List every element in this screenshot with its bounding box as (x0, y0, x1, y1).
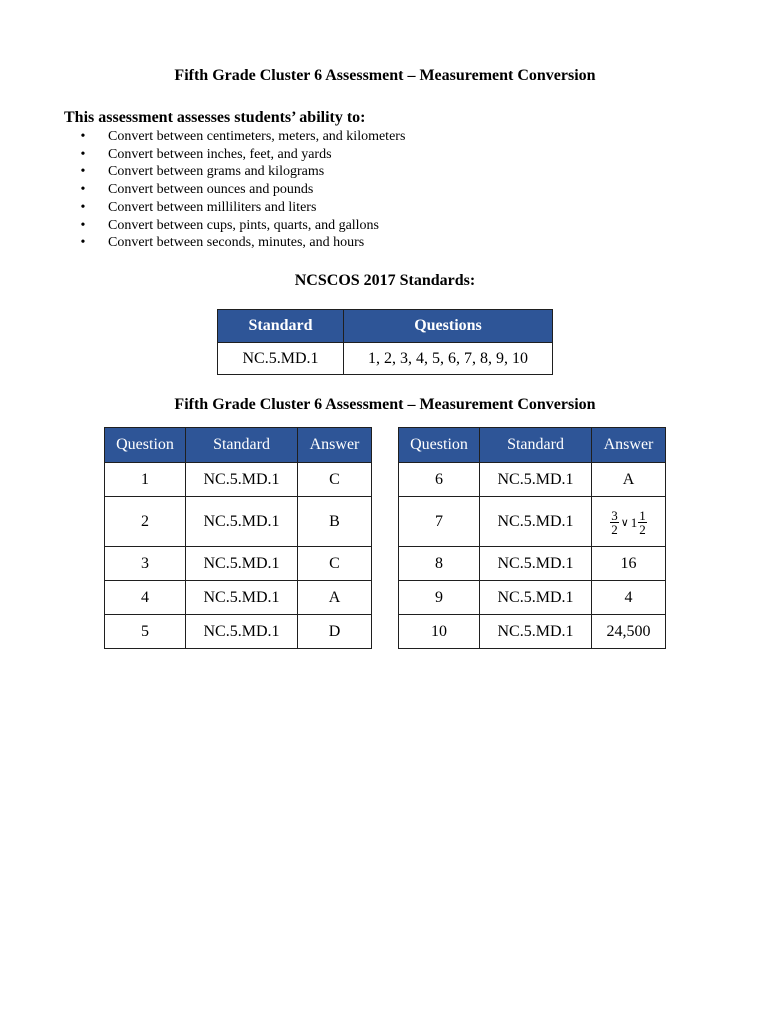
column-header-question: Question (399, 428, 480, 463)
standards-table (217, 309, 553, 375)
column-header-standard: Standard (218, 310, 344, 343)
bullet-icon: • (80, 182, 86, 198)
standard-cell: NC.5.MD.1 (186, 581, 298, 615)
table-row (399, 497, 666, 547)
answer-cell: 16 (592, 547, 666, 581)
objectives-list (80, 128, 406, 252)
question-number: 8 (399, 547, 480, 581)
column-header-standard: Standard (186, 428, 298, 463)
table-header-row (105, 428, 372, 463)
answer-cell-math (592, 497, 666, 547)
denominator: 2 (611, 522, 618, 537)
question-number: 6 (399, 463, 480, 497)
table-row (399, 463, 666, 497)
list-item: • Convert between milliliters and liters (108, 199, 405, 217)
standard-cell: NC.5.MD.1 (480, 497, 592, 547)
bullet-icon: • (80, 217, 86, 233)
fraction (638, 509, 647, 536)
standard-cell: NC.5.MD.1 (186, 463, 298, 497)
standard-cell: NC.5.MD.1 (218, 343, 344, 375)
list-item: • Convert between ounces and pounds (108, 181, 405, 199)
fraction-answer (610, 509, 647, 536)
standard-cell: NC.5.MD.1 (480, 581, 592, 615)
numerator: 1 (639, 508, 646, 523)
question-number: 4 (105, 581, 186, 615)
answer-key-title: Fifth Grade Cluster 6 Assessment – Measurement Conversion (174, 396, 596, 413)
table-header-row (399, 428, 666, 463)
list-item: • Convert between centimeters, meters, and kilometers (108, 128, 405, 146)
answer-cell: A (298, 581, 372, 615)
list-item: • Convert between inches, feet, and yards (108, 146, 405, 164)
answer-cell: B (298, 497, 372, 547)
document-title: Fifth Grade Cluster 6 Assessment – Measurement Conversion (174, 67, 596, 84)
answer-key-table-right (398, 427, 666, 649)
bullet-icon: • (80, 129, 86, 144)
list-item: • Convert between grams and kilograms (108, 163, 405, 181)
answer-cell: 4 (592, 581, 666, 615)
intro-text: This assessment assesses students’ ability to: (64, 109, 366, 126)
bullet-icon: • (80, 235, 86, 251)
bullet-icon: • (80, 164, 86, 180)
questions-cell: 1, 2, 3, 4, 5, 6, 7, 8, 9, 10 (344, 343, 553, 375)
answer-cell: 24,500 (592, 615, 666, 649)
question-number: 2 (105, 497, 186, 547)
question-number: 3 (105, 547, 186, 581)
standard-cell: NC.5.MD.1 (186, 615, 298, 649)
standard-cell: NC.5.MD.1 (480, 615, 592, 649)
answer-cell: C (298, 547, 372, 581)
table-row (105, 581, 372, 615)
table-header-row (218, 310, 553, 343)
standard-cell: NC.5.MD.1 (480, 463, 592, 497)
standard-cell: NC.5.MD.1 (480, 547, 592, 581)
standards-heading: NCSCOS 2017 Standards: (294, 272, 476, 289)
bullet-icon: • (80, 199, 86, 215)
column-header-answer: Answer (592, 428, 666, 463)
list-item: • Convert between cups, pints, quarts, and gallons (108, 217, 405, 235)
bullet-icon: • (80, 146, 86, 162)
question-number: 9 (399, 581, 480, 615)
standard-cell: NC.5.MD.1 (186, 547, 298, 581)
whole-number: 1 (630, 514, 638, 530)
table-row (218, 343, 553, 375)
numerator: 3 (611, 508, 618, 523)
question-number: 5 (105, 615, 186, 649)
table-row (105, 615, 372, 649)
question-number: 1 (105, 463, 186, 497)
list-item: • Convert between seconds, minutes, and hours (108, 234, 405, 252)
table-row (105, 547, 372, 581)
column-header-answer: Answer (298, 428, 372, 463)
column-header-question: Question (105, 428, 186, 463)
answer-cell: C (298, 463, 372, 497)
table-row (105, 497, 372, 547)
answer-cell: D (298, 615, 372, 649)
standard-cell: NC.5.MD.1 (186, 497, 298, 547)
column-header-standard: Standard (480, 428, 592, 463)
answer-key-table-left (104, 427, 372, 649)
question-number: 10 (399, 615, 480, 649)
column-header-questions: Questions (344, 310, 553, 343)
denominator: 2 (639, 522, 646, 537)
or-symbol: ∨ (620, 516, 629, 529)
table-row (105, 463, 372, 497)
table-row (399, 547, 666, 581)
table-row (399, 581, 666, 615)
answer-cell: A (592, 463, 666, 497)
fraction (610, 509, 619, 536)
question-number: 7 (399, 497, 480, 547)
table-row (399, 615, 666, 649)
